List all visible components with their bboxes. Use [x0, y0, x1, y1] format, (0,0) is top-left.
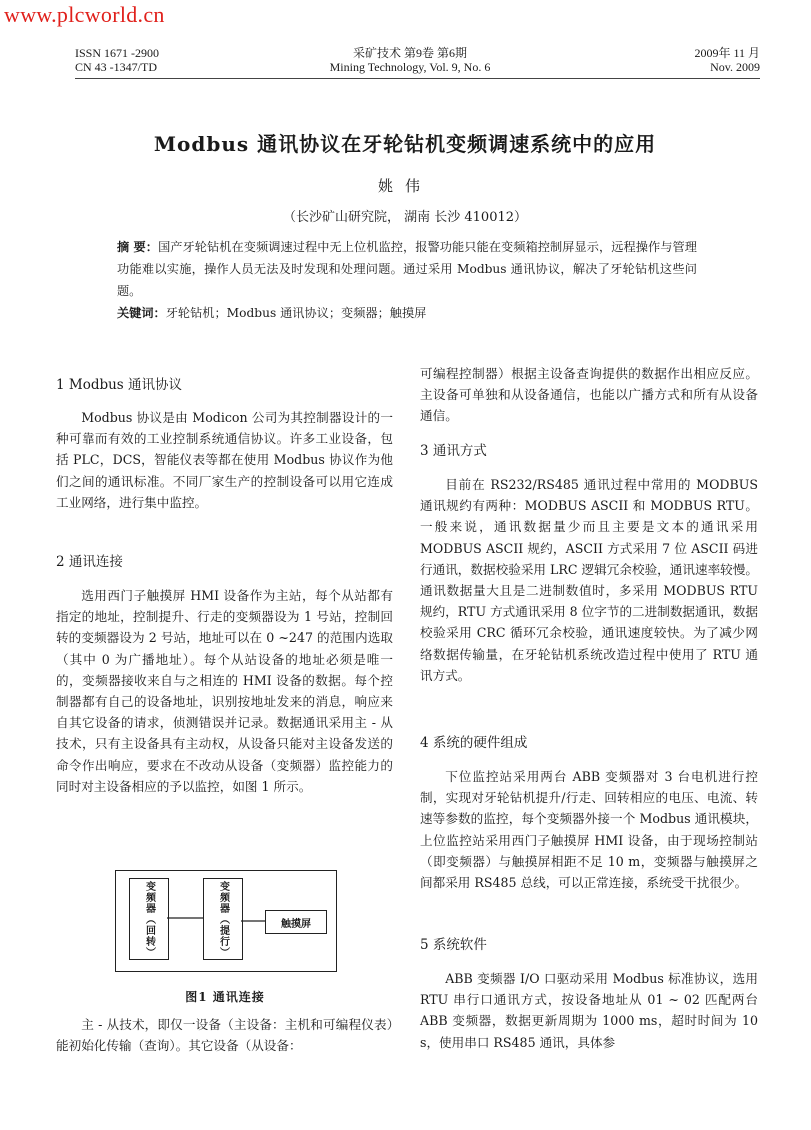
section-1-paragraph: Modbus 协议是由 Modicon 公司为其控制器设计的一种可靠而有效的工业控制系统通信协议。许多工业设备，包括 PLC，DCS，智能仪表等都在使用 Modbus 协议作为他们之间的通讯标准。不同厂家生产的控制设备可以用它连成工业网络，进行集中监控。: [56, 410, 393, 510]
keywords: [117, 304, 697, 322]
header-rule: [75, 78, 760, 79]
header-issn-block: [75, 46, 159, 74]
section-1-heading: 1 Modbus 通讯协议: [56, 377, 183, 393]
section-2-paragraph-2: 主 - 从技术，即仅一设备（主设备：主机和可编程仪表）能初始化传输（查询）。其它设备（从设备：: [56, 1017, 393, 1054]
header-date-block: [640, 46, 760, 74]
section-3-heading: 3 通讯方式: [420, 443, 487, 459]
section-4-paragraph: 下位监控站采用两台 ABB 变频器对 3 台电机进行控制，实现对牙轮钻机提升/行走、回转相应的电压、电流、转速等参数的监控，每个变频器外接一个 Modbus 通讯模块，上位监控站采用西门子触摸屏 HMI 设备，由于现场控制站（即变频器）与触摸屏相距不足 10 m，变频器与触摸屏之间都采用 RS485 总线，可以正常连接，系统受干扰很少。: [420, 769, 758, 891]
section-2-paragraph: 选用西门子触摸屏 HMI 设备作为主站，每个从站都有指定的地址，控制提升、行走的变频器设为 1 号站，控制回转的变频器设为 2 号站，地址可以在 0 ~247 的范围内选取（其中 0 为广播地址）。每个从站设备的地址必须是唯一的，变频器接收来自与之相连的 HMI 设备的数据。每个控制器都有自己的设备地址，识别按地址发来的消息，响应来自其它设备的请求，侦测错误并记录。数据通讯采用主 - 从技术，只有主设备具有主动权，从设备只能对主设备发送的命令作出响应，要求在不改动从设备（变频器）监控能力的同时对主设备相应的予以监控，如图 1 所示。: [56, 588, 393, 794]
continuation-paragraph: 可编程控制器）根据主设备查询提供的数据作出相应反应。主设备可单独和从设备通信，也能以广播方式和所有从设备通信。: [420, 366, 758, 424]
touchscreen-label: 触摸屏: [281, 918, 311, 930]
section-5-paragraph: ABB 变频器 I/O 口驱动采用 Modbus 标准协议，选用 RTU 串行口通讯方式，按设备地址从 01 ~ 02 匹配两台 ABB 变频器，数据更新周期为 1000 ms，超时时间为 10 s，使用串口 RS485 通讯，具体参: [420, 971, 758, 1050]
watermark: www.plcworld.cn: [4, 2, 165, 27]
paper-title: Modbus 通讯协议在牙轮钻机变频调速系统中的应用: [153, 132, 657, 156]
date-cn: 2009年 11 月: [694, 46, 760, 60]
abstract: [117, 236, 697, 302]
figure-communication-diagram: [115, 870, 335, 972]
inverter-hoist-label: 变频器（提行）: [217, 880, 229, 958]
section-4-body: [420, 766, 758, 893]
section-5-heading: 5 系统软件: [420, 937, 487, 953]
issn: ISSN 1671 -2900: [75, 46, 160, 60]
inverter-rotation-label: 变频器（回转）: [143, 880, 155, 958]
date-en: Nov. 2009: [710, 60, 760, 74]
abstract-text: 国产牙轮钻机在变频调速过程中无上位机监控，报警功能只能在变频箱控制屏显示，远程操作与管理功能难以实施，操作人员无法及时发现和处理问题。通过采用 Modbus 通讯协议，解决了牙轮钻机这些问题。: [117, 240, 697, 298]
section-2-body-cont: [56, 1014, 393, 1056]
abstract-label: 摘 要：: [117, 240, 159, 254]
journal-name-cn: 采矿技术 第9卷 第6期: [352, 46, 467, 60]
section-3-body: [420, 474, 758, 686]
keywords-text: 牙轮钻机；Modbus 通讯协议；变频器；触摸屏: [165, 306, 427, 320]
section-4-heading: 4 系统的硬件组成: [420, 735, 528, 751]
header-journal-block: [260, 46, 560, 74]
right-column-continuation: [420, 363, 758, 427]
section-5-body: [420, 968, 758, 1053]
section-2-body: [56, 585, 393, 797]
author-name: 姚伟: [377, 177, 432, 195]
keywords-label: 关键词：: [117, 306, 166, 320]
section-2-heading: 2 通讯连接: [56, 554, 123, 570]
section-1-body: [56, 407, 393, 513]
figure-caption: 图1 通讯连接: [185, 990, 265, 1004]
journal-name-en: Mining Technology, Vol. 9, No. 6: [329, 60, 491, 74]
figure-connection-lines: [115, 870, 335, 970]
section-3-paragraph: 目前在 RS232/RS485 通讯过程中常用的 MODBUS 通讯规约有两种：MODBUS ASCII 和 MODBUS RTU。一般来说，通讯数据量少而且主要是文本的通讯采用 MODBUS ASCII 规约，ASCII 方式采用 7 位 ASCII 码进行通讯，数据校验采用 LRC 逻辑冗余校验，通讯速率较慢。通讯数据量大且是二进制数值时，多采用 MODBUS RTU 规约，RTU 方式通讯采用 8 位字节的二进制数据通讯，数据校验采用 CRC 循环冗余校验，通讯速度较快。为了减少网络数据传输量，在牙轮钻机系统改造过程中使用了 RTU 通讯方式。: [420, 477, 758, 683]
affiliation: （长沙矿山研究院， 湖南 长沙 410012）: [282, 210, 528, 225]
cn-number: CN 43 -1347/TD: [75, 60, 157, 74]
